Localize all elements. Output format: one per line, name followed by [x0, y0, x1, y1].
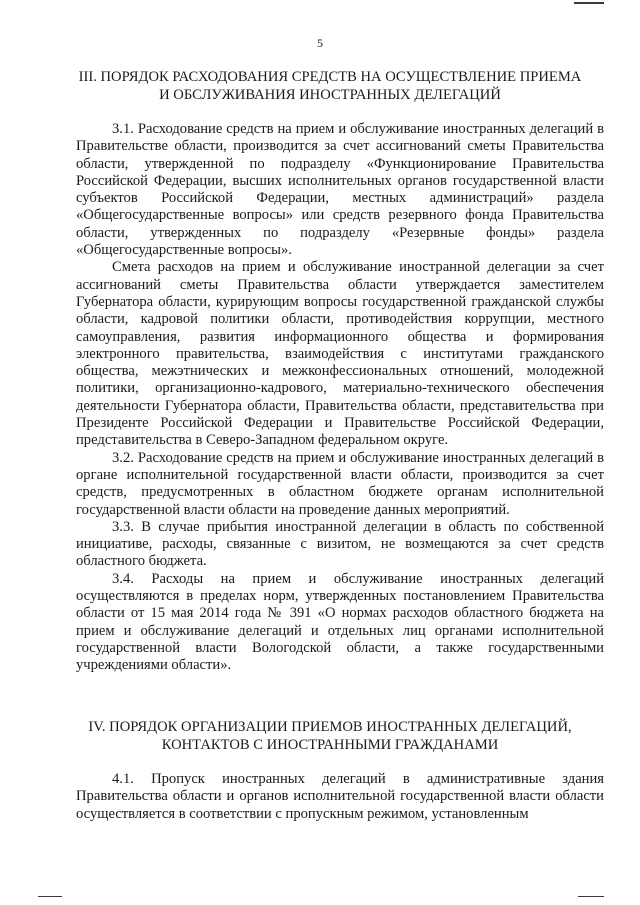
- paragraph-4-1: 4.1. Пропуск иностранных делегаций в административные здания Правительства области и органов исполнительной государственной власти области осуществляется в соответствии с пропускным режимом, установленным: [76, 771, 604, 822]
- paragraph-3-3: 3.3. В случае прибытия иностранной делегации в область по собственной инициативе, расходы, связанные с визитом, не возмещаются за счет средств областного бюджета.: [76, 518, 604, 570]
- section-3-body: [76, 121, 604, 675]
- paragraph-3-1: 3.1. Расходование средств на прием и обслуживание иностранных делегаций в Правительстве области, производится за счет ассигнований сметы Правительства области, утвержденной по подразделу «Функционирование Правительства Российской Федерации, высших исполнительных органов государственной власти субъектов Российской Федерации, местных администраций» раздела «Общегосударственные вопросы» или средств резервного фонда Правительства области, утвержденных по подразделу «Резервные фонды» раздела «Общегосударственные вопросы».: [76, 121, 604, 259]
- scan-mark-bottom-left: [38, 896, 62, 897]
- scan-mark-bottom-right: [578, 896, 604, 897]
- section-3-title: [60, 68, 600, 104]
- section-4-title-line-1: IV. ПОРЯДОК ОРГАНИЗАЦИИ ПРИЕМОВ ИНОСТРАННЫХ ДЕЛЕГАЦИЙ,: [88, 719, 572, 735]
- section-4-title: [60, 718, 600, 754]
- section-4-title-line-2: КОНТАКТОВ С ИНОСТРАННЫМИ ГРАЖДАНАМИ: [161, 737, 499, 753]
- section-3-title-line-2: И ОБСЛУЖИВАНИЯ ИНОСТРАННЫХ ДЕЛЕГАЦИЙ: [159, 87, 501, 103]
- section-4-body: [76, 771, 604, 823]
- paragraph-3-4: 3.4. Расходы на прием и обслуживание иностранных делегаций осуществляются в пределах норм, утвержденных постановлением Правительства области от 15 мая 2014 года № 391 «О нормах расходов областного бюджета на прием и обслуживание делегаций и отдельных лиц органами исполнительной государственной власти Вологодской области, а также государственными учреждениями области».: [76, 570, 604, 674]
- paragraph-3-2: 3.2. Расходование средств на прием и обслуживание иностранных делегаций в органе исполнительной государственной власти области, производится за счет средств, предусмотренных в областном бюджете органам исполнительной государственной власти области на проведение данных мероприятий.: [76, 449, 604, 518]
- scan-mark-top-right: [574, 2, 604, 4]
- page-number: 5: [317, 36, 323, 50]
- paragraph-3-1-estimate: Смета расходов на прием и обслуживание иностранной делегации за счет ассигнований сметы Правительства области утверждается заместителем Губернатора области, курирующим вопросы государственной гражданской службы области, кадровой политики области, противодействия коррупции, местного самоуправления, развития информационного общества и формирования электронного правительства, взаимодействия с институтами гражданского общества, межэтнических и межконфессиональных отношений, молодежной политики, организационно-кадрового, материально-технического обеспечения деятельности Губернатора области, Правительства области, представительства при Президенте Российской Федерации и Правительстве Российской Федерации, представительства в Северо-Западном федеральном округе.: [76, 259, 604, 449]
- section-3-title-line-1: III. ПОРЯДОК РАСХОДОВАНИЯ СРЕДСТВ НА ОСУЩЕСТВЛЕНИЕ ПРИЕМА: [78, 69, 582, 85]
